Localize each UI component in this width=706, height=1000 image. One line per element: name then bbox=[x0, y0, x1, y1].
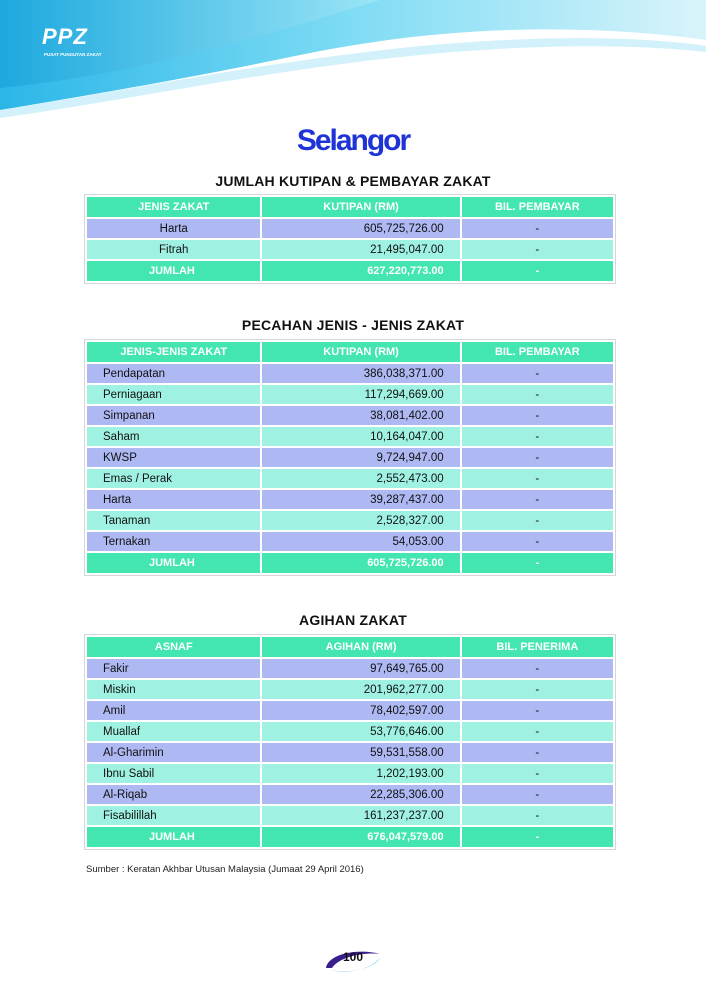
cell-asnaf: Miskin bbox=[86, 679, 261, 700]
table-row bbox=[86, 742, 614, 763]
kutipan-table bbox=[85, 195, 615, 283]
cell-jenis: Pendapatan bbox=[86, 363, 261, 384]
cell-amount: 54,053.00 bbox=[261, 531, 460, 552]
table-header-row bbox=[86, 196, 614, 218]
total-count: - bbox=[461, 260, 614, 282]
cell-amount: 2,552,473.00 bbox=[261, 468, 460, 489]
total-label: JUMLAH bbox=[86, 826, 261, 848]
column-header: BIL. PEMBAYAR bbox=[461, 341, 614, 363]
section-title-pecahan: PECAHAN JENIS - JENIS ZAKAT bbox=[241, 317, 465, 333]
total-count: - bbox=[461, 552, 614, 574]
cell-amount: 161,237,237.00 bbox=[261, 805, 460, 826]
column-header: KUTIPAN (RM) bbox=[261, 341, 460, 363]
table-header-row bbox=[86, 341, 614, 363]
cell-count: - bbox=[461, 784, 614, 805]
cell-count: - bbox=[461, 447, 614, 468]
cell-asnaf: Muallaf bbox=[86, 721, 261, 742]
table-row bbox=[86, 405, 614, 426]
cell-count: - bbox=[461, 805, 614, 826]
total-label: JUMLAH bbox=[86, 552, 261, 574]
table-row bbox=[86, 721, 614, 742]
cell-amount: 605,725,726.00 bbox=[261, 218, 460, 239]
table-total-row bbox=[86, 260, 614, 282]
cell-jenis: Emas / Perak bbox=[86, 468, 261, 489]
cell-amount: 38,081,402.00 bbox=[261, 405, 460, 426]
cell-count: - bbox=[461, 384, 614, 405]
table-row bbox=[86, 489, 614, 510]
cell-count: - bbox=[461, 218, 614, 239]
total-amount: 627,220,773.00 bbox=[261, 260, 460, 282]
table-row bbox=[86, 658, 614, 679]
cell-amount: 22,285,306.00 bbox=[261, 784, 460, 805]
cell-count: - bbox=[461, 510, 614, 531]
cell-count: - bbox=[461, 239, 614, 260]
total-label: JUMLAH bbox=[86, 260, 261, 282]
cell-asnaf: Amil bbox=[86, 700, 261, 721]
table-row bbox=[86, 763, 614, 784]
column-header: BIL. PENERIMA bbox=[461, 636, 614, 658]
cell-asnaf: Ibnu Sabil bbox=[86, 763, 261, 784]
table-total-row bbox=[86, 826, 614, 848]
cell-asnaf: Fisabilillah bbox=[86, 805, 261, 826]
column-header: JENIS ZAKAT bbox=[86, 196, 261, 218]
table-row bbox=[86, 239, 614, 260]
cell-count: - bbox=[461, 468, 614, 489]
page-number-badge bbox=[318, 944, 388, 974]
table-row bbox=[86, 510, 614, 531]
table-row bbox=[86, 679, 614, 700]
cell-asnaf: Al-Gharimin bbox=[86, 742, 261, 763]
header-wave-decoration bbox=[0, 0, 706, 140]
cell-count: - bbox=[461, 742, 614, 763]
cell-amount: 39,287,437.00 bbox=[261, 489, 460, 510]
cell-amount: 10,164,047.00 bbox=[261, 426, 460, 447]
logo-mark: PPZ bbox=[42, 24, 88, 49]
logo-subtitle: PUSAT PUNGUTAN ZAKAT bbox=[44, 52, 102, 57]
section-title-kutipan: JUMLAH KUTIPAN & PEMBAYAR ZAKAT bbox=[215, 173, 491, 189]
column-header: JENIS-JENIS ZAKAT bbox=[86, 341, 261, 363]
cell-amount: 9,724,947.00 bbox=[261, 447, 460, 468]
table-row bbox=[86, 426, 614, 447]
ppz-logo bbox=[38, 22, 118, 66]
cell-count: - bbox=[461, 763, 614, 784]
cell-amount: 201,962,277.00 bbox=[261, 679, 460, 700]
column-header: KUTIPAN (RM) bbox=[261, 196, 460, 218]
cell-count: - bbox=[461, 363, 614, 384]
column-header: AGIHAN (RM) bbox=[261, 636, 460, 658]
cell-jenis: Simpanan bbox=[86, 405, 261, 426]
cell-count: - bbox=[461, 658, 614, 679]
agihan-table bbox=[85, 635, 615, 849]
cell-count: - bbox=[461, 721, 614, 742]
table-row bbox=[86, 700, 614, 721]
cell-amount: 53,776,646.00 bbox=[261, 721, 460, 742]
total-amount: 605,725,726.00 bbox=[261, 552, 460, 574]
cell-jenis: KWSP bbox=[86, 447, 261, 468]
cell-count: - bbox=[461, 405, 614, 426]
table-row bbox=[86, 784, 614, 805]
total-amount: 676,047,579.00 bbox=[261, 826, 460, 848]
table-header-row bbox=[86, 636, 614, 658]
cell-amount: 2,528,327.00 bbox=[261, 510, 460, 531]
cell-jenis: Fitrah bbox=[86, 239, 261, 260]
table-row bbox=[86, 468, 614, 489]
table-row bbox=[86, 531, 614, 552]
table-row bbox=[86, 384, 614, 405]
total-count: - bbox=[461, 826, 614, 848]
cell-asnaf: Al-Riqab bbox=[86, 784, 261, 805]
column-header: ASNAF bbox=[86, 636, 261, 658]
table-row bbox=[86, 447, 614, 468]
cell-amount: 21,495,047.00 bbox=[261, 239, 460, 260]
cell-count: - bbox=[461, 531, 614, 552]
cell-jenis: Saham bbox=[86, 426, 261, 447]
table-row bbox=[86, 218, 614, 239]
cell-count: - bbox=[461, 489, 614, 510]
column-header: BIL. PEMBAYAR bbox=[461, 196, 614, 218]
cell-jenis: Perniagaan bbox=[86, 384, 261, 405]
cell-count: - bbox=[461, 679, 614, 700]
cell-jenis: Harta bbox=[86, 489, 261, 510]
cell-amount: 97,649,765.00 bbox=[261, 658, 460, 679]
cell-count: - bbox=[461, 426, 614, 447]
source-note: Sumber : Keratan Akhbar Utusan Malaysia (Jumaat 29 April 2016) bbox=[86, 864, 364, 875]
page-title: Selangor bbox=[296, 124, 410, 157]
cell-amount: 117,294,669.00 bbox=[261, 384, 460, 405]
cell-amount: 59,531,558.00 bbox=[261, 742, 460, 763]
table-row bbox=[86, 805, 614, 826]
section-title-agihan: AGIHAN ZAKAT bbox=[299, 612, 407, 628]
table-total-row bbox=[86, 552, 614, 574]
cell-amount: 386,038,371.00 bbox=[261, 363, 460, 384]
pecahan-table bbox=[85, 340, 615, 575]
cell-jenis: Ternakan bbox=[86, 531, 261, 552]
page-number: 100 bbox=[342, 950, 364, 964]
cell-count: - bbox=[461, 700, 614, 721]
table-row bbox=[86, 363, 614, 384]
cell-amount: 78,402,597.00 bbox=[261, 700, 460, 721]
cell-jenis: Harta bbox=[86, 218, 261, 239]
cell-jenis: Tanaman bbox=[86, 510, 261, 531]
cell-amount: 1,202,193.00 bbox=[261, 763, 460, 784]
cell-asnaf: Fakir bbox=[86, 658, 261, 679]
